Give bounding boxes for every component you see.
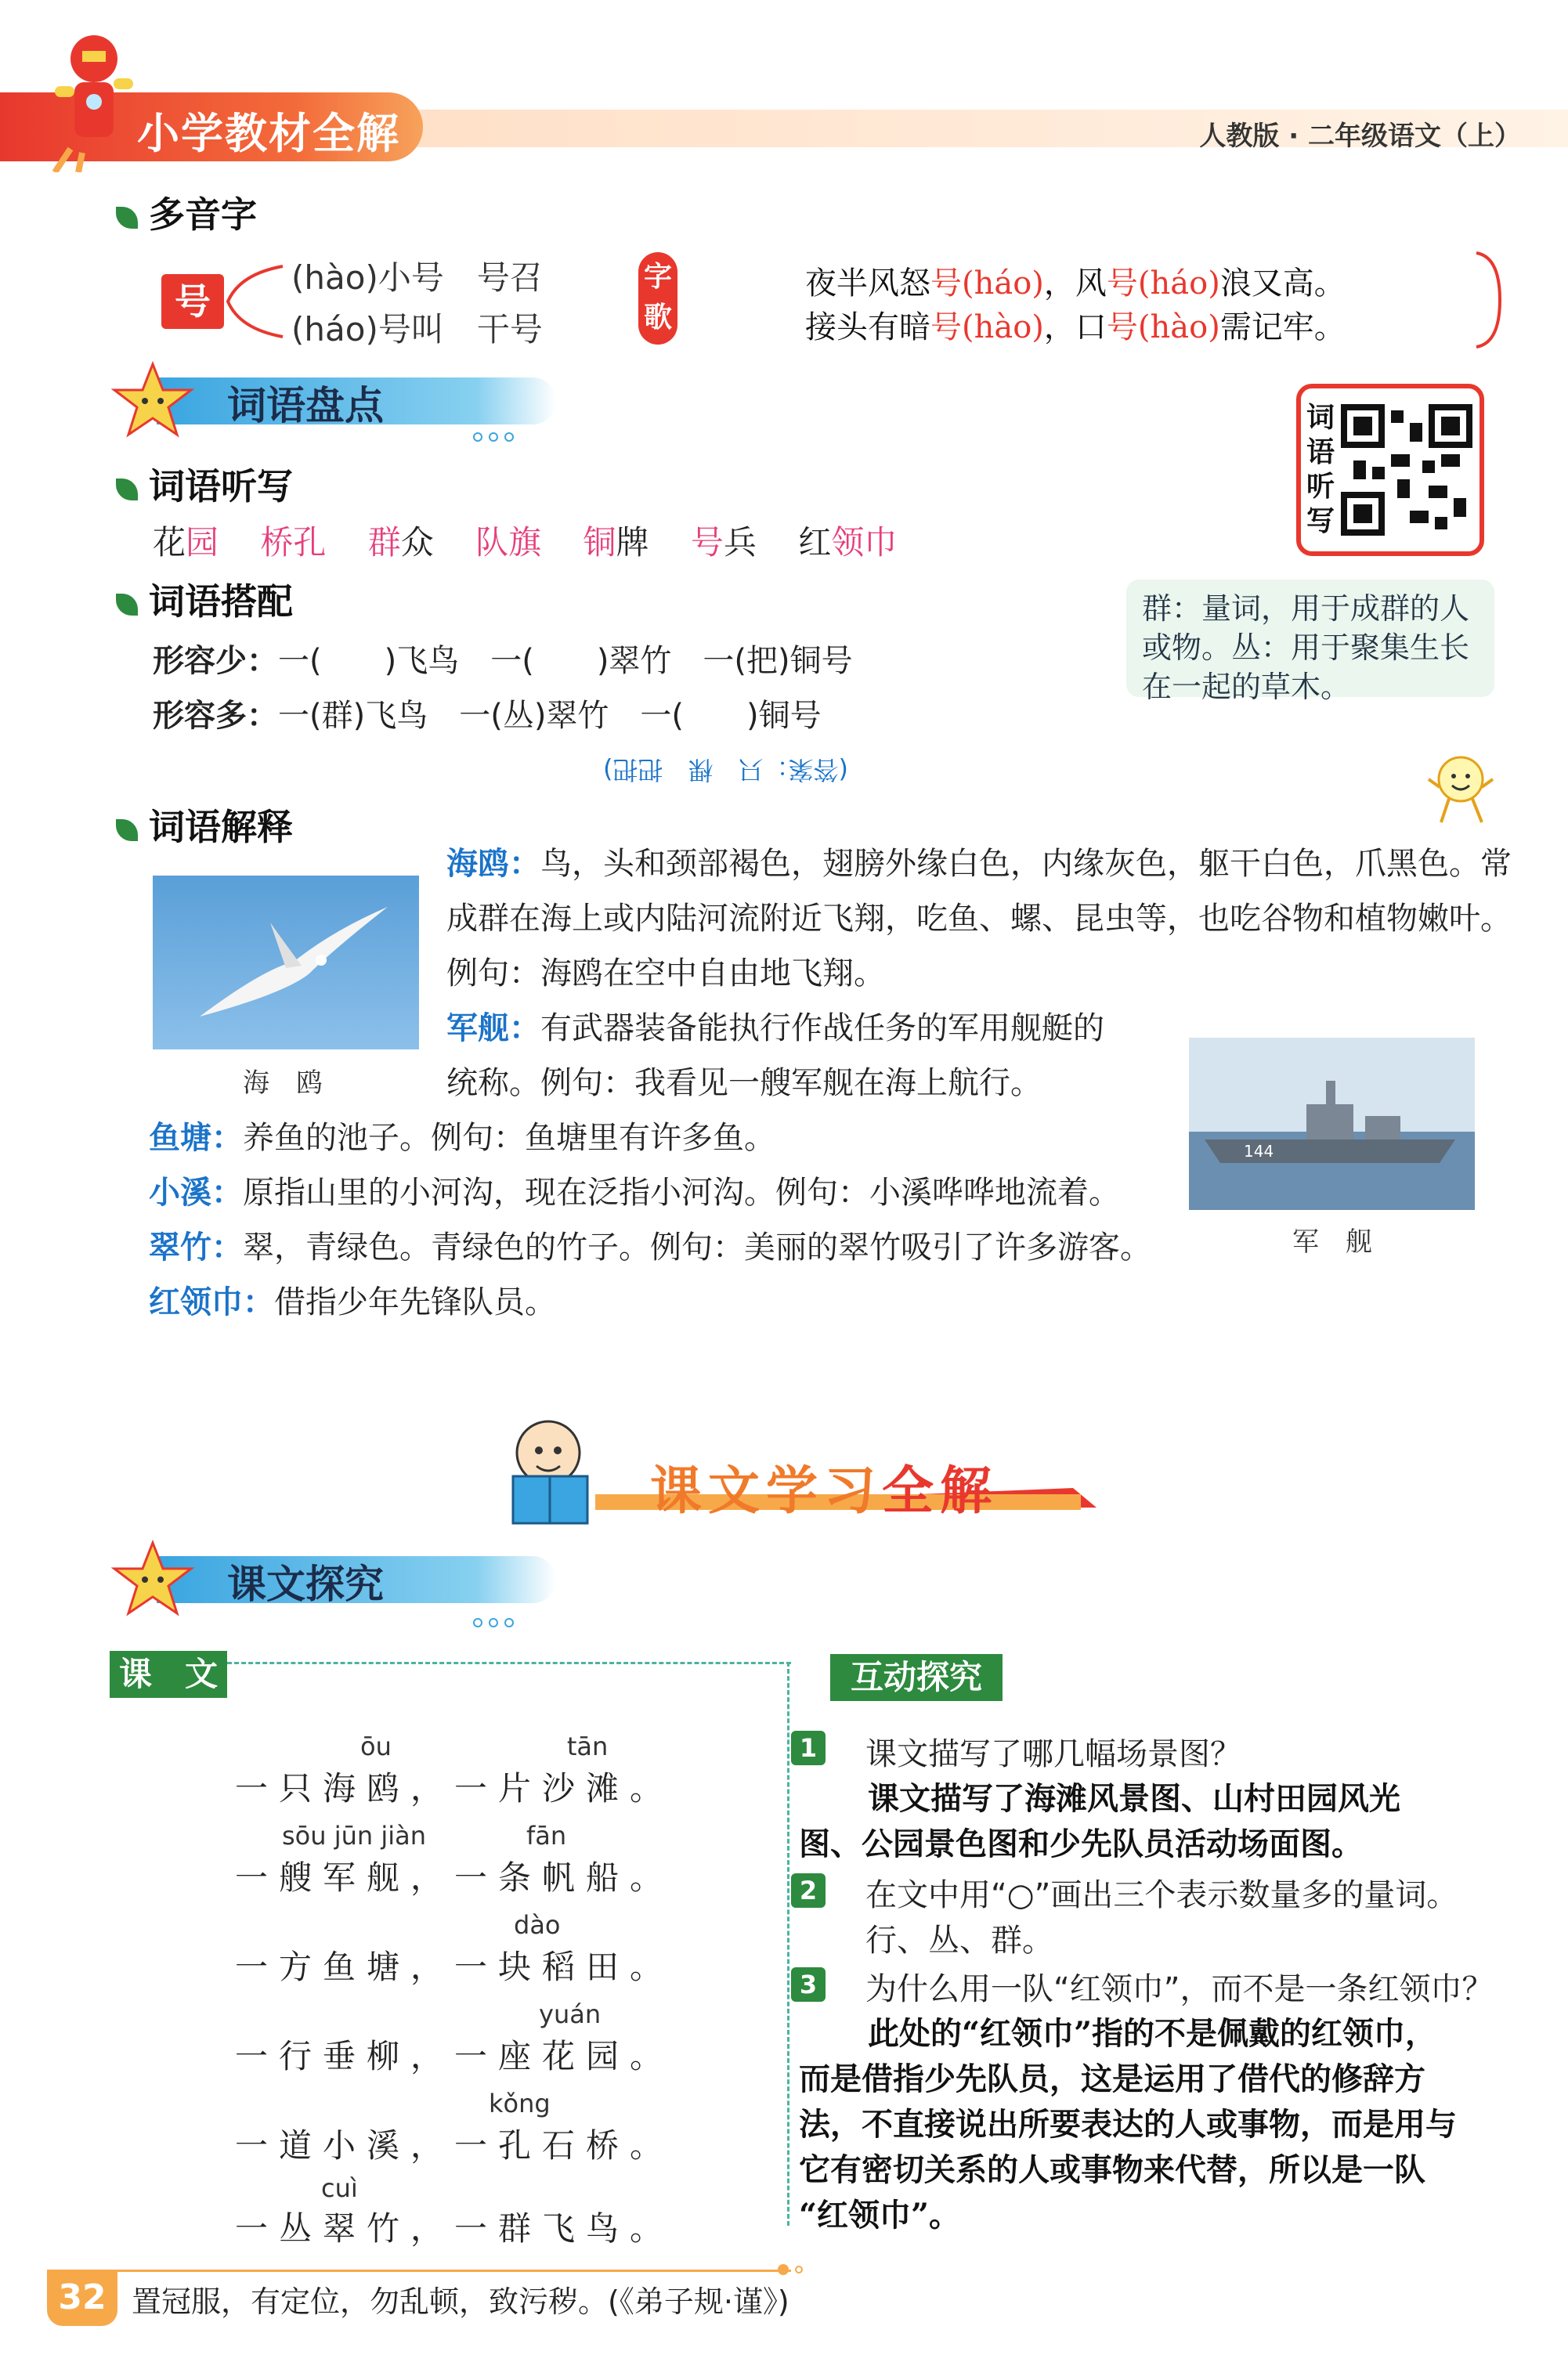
- leaf-icon: [116, 594, 138, 616]
- leaf-icon: [116, 207, 138, 229]
- dapei-heading: 词语搭配: [116, 573, 293, 625]
- warship-photo: [1189, 1038, 1475, 1210]
- def-list: [149, 1111, 1183, 1330]
- qr-code-icon[interactable]: [1341, 399, 1472, 540]
- word-item: 铜牌: [583, 523, 649, 562]
- word-item: 队旗: [475, 523, 542, 562]
- star-icon: [110, 360, 196, 439]
- dashed-divider-vertical: [787, 1662, 789, 2226]
- smiley-mascot-icon: [1425, 748, 1496, 826]
- poem-pinyin: ōu tān: [360, 1732, 609, 1761]
- song-line-1: 夜半风怒号(háo)，风号(háo)浪又高。: [805, 265, 1346, 302]
- poem-line: 一方鱼塘，一块稻田。: [235, 1948, 674, 1986]
- footer-dots-icon: [777, 2262, 808, 2277]
- dots-icon: [470, 429, 525, 445]
- leaf-icon: [116, 819, 138, 841]
- answer-upside-down: (答案：只 棵 把把): [603, 755, 848, 785]
- main-banner-title: 课文学习全解: [650, 1461, 998, 1521]
- hull-number: 144: [1244, 1142, 1274, 1161]
- tanjiu-banner: 课文探究: [110, 1539, 548, 1609]
- footer-quote: 置冠服，有定位，勿乱顿，致污秽。(《弟子规·谨》): [132, 2284, 789, 2319]
- question-3: 为什么用一队“红领巾”，而不是一条红领巾？: [865, 1971, 1494, 2007]
- zige-badge: 字 歌: [638, 252, 677, 345]
- caption-junjian: 军 舰: [1292, 1226, 1372, 1258]
- question-number-1: 1: [791, 1731, 826, 1765]
- dapei-row-2: 形容多：一(群)飞鸟 一(丛)翠竹 一( )铜号: [153, 698, 822, 734]
- book-title: 小学教材全解: [137, 109, 400, 158]
- poem-pinyin: yuán: [313, 1999, 602, 2029]
- poem-pinyin: sōu jūn jiàn fān: [282, 1821, 567, 1851]
- word-item: 群众: [367, 523, 434, 562]
- edition-label: 人教版 · 二年级语文（上）: [1199, 121, 1521, 152]
- poem: [235, 1727, 705, 2250]
- def-honglingjin: 红领巾：借指少年先锋队员。: [149, 1284, 556, 1320]
- right-bracket-icon: [1472, 249, 1504, 351]
- answer-3: 此处的“红领巾”指的不是佩戴的红领巾， 而是借指少先队员，这是运用了借代的修辞方 法，不直接说出所要表达的人或事物，而是用与 它有密切关系的人或事物来代替，所以是一队 “红领巾”。: [799, 2015, 1457, 2234]
- hudong-tag: 互动探究: [830, 1654, 1003, 1701]
- song-line-2: 接头有暗号(hào)，口号(hào)需记牢。: [805, 309, 1346, 345]
- poem-line: 一道小溪，一孔石桥。: [235, 2126, 674, 2165]
- footer-line: [117, 2270, 791, 2272]
- brace-icon: [224, 258, 287, 345]
- question-number-2: 2: [791, 1873, 826, 1908]
- cipan-banner: 词语盘点: [110, 360, 548, 431]
- duoyinzi-heading: 多音字: [116, 186, 257, 238]
- dots-icon: [470, 1615, 525, 1631]
- poem-pinyin: kǒng: [313, 2089, 551, 2118]
- question-1: 课文描写了哪几幅场景图？: [865, 1736, 1241, 1772]
- reading-2: (háo)号叫 干号: [291, 310, 543, 349]
- iron-man-icon: [47, 16, 141, 172]
- def-haiou: 海鸥：鸟，头和颈部褐色，翅膀外缘白色，内缘灰色，躯干白色，爪黑色。常 成群在海上或内陆河流附近飞翔，吃鱼、螺、昆虫等，也吃谷物和植物嫩叶。 例句：海鸥在空中自由地飞翔。: [446, 846, 1512, 991]
- word-item: 花园: [153, 523, 219, 562]
- side-note: 群：量词，用于成群的人或物。丛：用于聚集生长在一起的草木。: [1126, 580, 1494, 697]
- word-item: 桥孔: [260, 523, 327, 562]
- leaf-icon: [116, 479, 138, 500]
- poem-pinyin: dào: [313, 1910, 561, 1940]
- poem-line: 一只海鸥，一片沙滩。: [235, 1769, 674, 1808]
- poem-pinyin: cuì: [321, 2173, 358, 2203]
- tingxie-heading: 词语听写: [116, 458, 293, 510]
- dashed-divider: [227, 1662, 791, 1664]
- def-xiaoxi: 小溪：原指山里的小河沟，现在泛指小河沟。例句：小溪哗哗地流着。: [149, 1175, 1120, 1211]
- def-cuizhu: 翠竹：翠，青绿色。青绿色的竹子。例句：美丽的翠竹吸引了许多游客。: [149, 1230, 1151, 1266]
- question-2: 在文中用“○”画出三个表示数量多的量词。: [865, 1877, 1458, 1913]
- kewen-tag: 课 文: [110, 1651, 227, 1698]
- word-item: 号兵: [690, 523, 757, 562]
- poem-line: 一丛翠竹，一群飞鸟。: [235, 2209, 674, 2248]
- polyphone-char: 号: [161, 274, 224, 329]
- answer-1: 课文描写了海滩风景图、山村田园风光 图、公园景色图和少先队员活动场面图。: [799, 1780, 1400, 1862]
- poem-line: 一艘军舰，一条帆船。: [235, 1858, 674, 1897]
- reading-1: (hào)小号 号召: [291, 258, 543, 297]
- caption-haiou: 海 鸥: [243, 1067, 323, 1099]
- page-number: 32: [47, 2270, 117, 2326]
- word-item: 红领巾: [798, 523, 898, 562]
- poem-line: 一行垂柳，一座花园。: [235, 2037, 674, 2075]
- dapei-row-1: 形容少：一( )飞鸟 一( )翠竹 一(把)铜号: [153, 643, 853, 679]
- seagull-photo: [153, 876, 419, 1049]
- def-yutang: 鱼塘：养鱼的池子。例句：鱼塘里有许多鱼。: [149, 1120, 775, 1156]
- answer-2: 行、丛、群。: [865, 1923, 1053, 1959]
- qr-label: 词 语 听 写: [1306, 402, 1335, 537]
- word-list: [153, 517, 897, 564]
- def-junjian: 军舰：有武器装备能执行作战任务的军用舰艇的 统称。例句：我看见一艘军舰在海上航行。: [446, 1010, 1104, 1101]
- jieshi-heading: 词语解释: [116, 799, 293, 851]
- star-icon: [110, 1539, 196, 1617]
- question-number-3: 3: [791, 1967, 826, 2002]
